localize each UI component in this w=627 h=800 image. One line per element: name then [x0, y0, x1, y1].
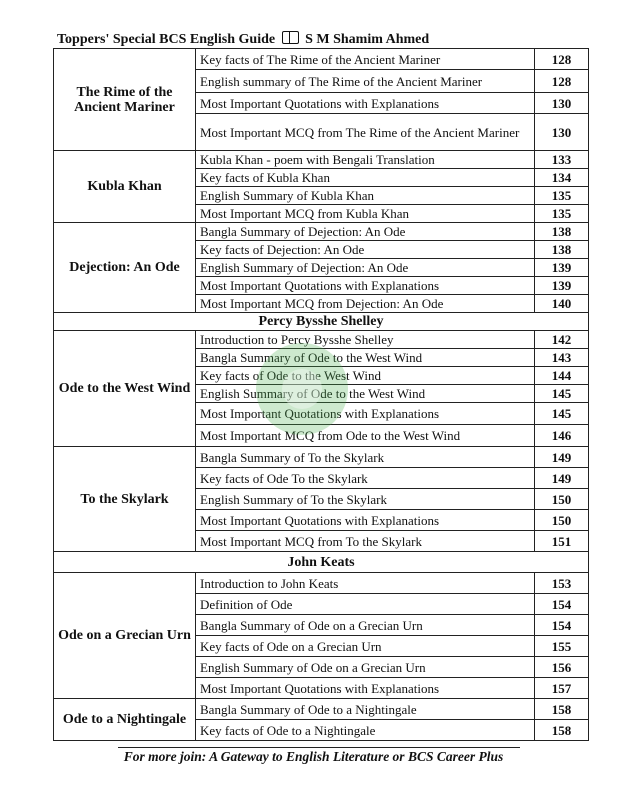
entry-title: English Summary of Ode on a Grecian Urn: [196, 657, 535, 678]
author-row: [54, 313, 589, 331]
section-title: Kubla Khan: [54, 151, 196, 223]
toc-row: [54, 223, 589, 241]
page-number: 156: [535, 657, 589, 678]
entry-title: Bangla Summary of Ode to the West Wind: [196, 349, 535, 367]
page-header: [57, 31, 429, 48]
page-number: 130: [535, 93, 589, 114]
entry-title: Key facts of The Rime of the Ancient Mariner: [196, 49, 535, 70]
page-number: 155: [535, 636, 589, 657]
toc-row: [54, 699, 589, 720]
book-icon: [282, 31, 299, 44]
toc-row: [54, 447, 589, 468]
entry-title: Key facts of Ode To the Skylark: [196, 468, 535, 489]
contents-table-body: [54, 49, 589, 741]
entry-title: Most Important Quotations with Explanations: [196, 277, 535, 295]
contents-table: [53, 48, 589, 741]
entry-title: Bangla Summary of Ode on a Grecian Urn: [196, 615, 535, 636]
page-number: 151: [535, 531, 589, 552]
entry-title: Kubla Khan - poem with Bengali Translation: [196, 151, 535, 169]
page-number: 135: [535, 187, 589, 205]
entry-title: Definition of Ode: [196, 594, 535, 615]
entry-title: English Summary of Dejection: An Ode: [196, 259, 535, 277]
page-number: 138: [535, 223, 589, 241]
page-number: 140: [535, 295, 589, 313]
entry-title: Most Important Quotations with Explanations: [196, 678, 535, 699]
section-title: The Rime of the Ancient Mariner: [54, 49, 196, 151]
page-number: 142: [535, 331, 589, 349]
page-number: 128: [535, 70, 589, 93]
section-title: Ode to the West Wind: [54, 331, 196, 447]
page-number: 149: [535, 468, 589, 489]
entry-title: Most Important Quotations with Explanations: [196, 510, 535, 531]
page-number: 133: [535, 151, 589, 169]
section-title: Dejection: An Ode: [54, 223, 196, 313]
section-title: Ode on a Grecian Urn: [54, 573, 196, 699]
toc-row: [54, 49, 589, 70]
footer-divider: [118, 747, 520, 748]
author-heading: Percy Bysshe Shelley: [54, 313, 589, 331]
page-number: 128: [535, 49, 589, 70]
guide-title: Toppers' Special BCS English Guide: [57, 32, 276, 47]
entry-title: Key facts of Kubla Khan: [196, 169, 535, 187]
page-number: 154: [535, 594, 589, 615]
entry-title: Introduction to Percy Bysshe Shelley: [196, 331, 535, 349]
author-name: S M Shamim Ahmed: [305, 32, 430, 47]
entry-title: Bangla Summary of To the Skylark: [196, 447, 535, 468]
page-number: 153: [535, 573, 589, 594]
page-number: 158: [535, 699, 589, 720]
entry-title: English Summary of Kubla Khan: [196, 187, 535, 205]
entry-title: Most Important MCQ from Kubla Khan: [196, 205, 535, 223]
page-number: 138: [535, 241, 589, 259]
entry-title: English Summary of Ode to the West Wind: [196, 385, 535, 403]
entry-title: Key facts of Dejection: An Ode: [196, 241, 535, 259]
entry-title: Most Important MCQ from To the Skylark: [196, 531, 535, 552]
page-number: 154: [535, 615, 589, 636]
entry-title: Most Important MCQ from Dejection: An Ode: [196, 295, 535, 313]
page-number: 145: [535, 385, 589, 403]
author-row: [54, 552, 589, 573]
page-number: 139: [535, 259, 589, 277]
entry-title: Most Important Quotations with Explanations: [196, 403, 535, 425]
page-number: 144: [535, 367, 589, 385]
page-number: 145: [535, 403, 589, 425]
footer-text: For more join: A Gateway to English Literature or BCS Career Plus: [123, 749, 504, 764]
entry-title: Key facts of Ode to a Nightingale: [196, 720, 535, 741]
entry-title: English Summary of To the Skylark: [196, 489, 535, 510]
page-number: 150: [535, 510, 589, 531]
entry-title: Key facts of Ode to the West Wind: [196, 367, 535, 385]
page-number: 158: [535, 720, 589, 741]
entry-title: Bangla Summary of Ode to a Nightingale: [196, 699, 535, 720]
page-number: 149: [535, 447, 589, 468]
entry-title: Most Important MCQ from The Rime of the Ancient Mariner: [196, 114, 535, 151]
page-number: 135: [535, 205, 589, 223]
section-title: To the Skylark: [54, 447, 196, 552]
toc-row: [54, 151, 589, 169]
toc-row: [54, 331, 589, 349]
entry-title: Key facts of Ode on a Grecian Urn: [196, 636, 535, 657]
toc-row: [54, 573, 589, 594]
page-number: 130: [535, 114, 589, 151]
entry-title: Most Important Quotations with Explanations: [196, 93, 535, 114]
page-number: 150: [535, 489, 589, 510]
section-title: Ode to a Nightingale: [54, 699, 196, 741]
page-number: 134: [535, 169, 589, 187]
author-heading: John Keats: [54, 552, 589, 573]
page-number: 139: [535, 277, 589, 295]
entry-title: Introduction to John Keats: [196, 573, 535, 594]
page-number: 157: [535, 678, 589, 699]
page-number: 143: [535, 349, 589, 367]
page-number: 146: [535, 425, 589, 447]
entry-title: Most Important MCQ from Ode to the West Wind: [196, 425, 535, 447]
entry-title: Bangla Summary of Dejection: An Ode: [196, 223, 535, 241]
entry-title: English summary of The Rime of the Ancient Mariner: [196, 70, 535, 93]
